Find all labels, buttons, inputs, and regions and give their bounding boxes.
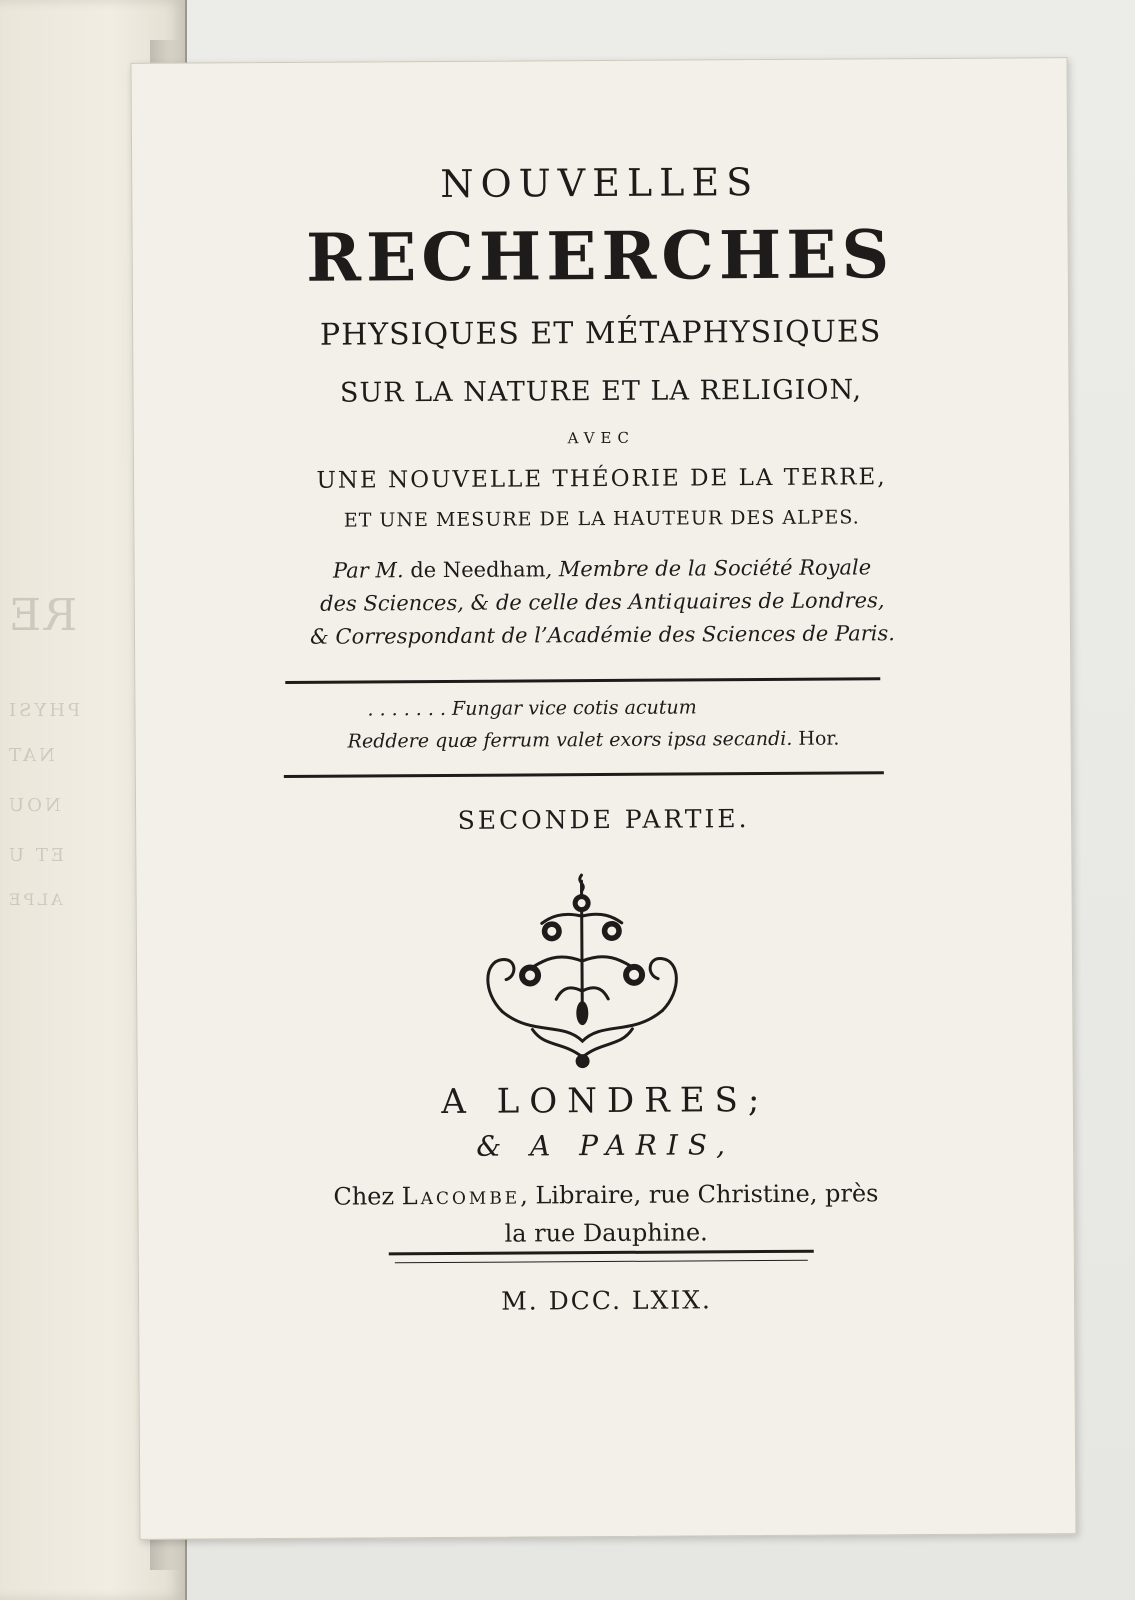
- author-block: [135, 550, 1071, 655]
- title-line-nouvelles: NOUVELLES: [440, 160, 760, 206]
- imprint-publisher-name: Lacombe: [401, 1181, 521, 1211]
- subtitle-sur-la-nature: SUR LA NATURE ET LA RELIGION,: [339, 374, 863, 409]
- bleed-text-1: RE: [6, 590, 78, 641]
- rule-bottom-epigraph: [284, 771, 884, 778]
- floral-ornament: [471, 870, 692, 1071]
- author-line-3: & Correspondant de l’Académie des Sciences de Paris.: [310, 621, 895, 649]
- subtitle-avec: AVEC: [567, 428, 636, 448]
- publication-date: M. DCC. LXIX.: [501, 1285, 713, 1316]
- title-line-recherches: RECHERCHES: [305, 215, 895, 297]
- epigraph-line-1: . . . . . . . Fungar vice cotis acutum: [367, 696, 697, 721]
- author-line-1-rest: , Membre de la Société Royale: [545, 555, 872, 582]
- bleed-text-2: PHYSI: [6, 700, 81, 721]
- imprint-address-2: la rue Dauphine.: [504, 1218, 708, 1248]
- rule-above-date-thin: [395, 1260, 808, 1264]
- imprint-city-londres: A LONDRES;: [441, 1079, 770, 1122]
- title-page: [130, 57, 1076, 1540]
- bleed-text-6: ALPE: [6, 890, 63, 909]
- author-name: de Needham: [403, 557, 546, 583]
- imprint-publisher-block: [138, 1173, 1073, 1255]
- author-line-2: des Sciences, & de celle des Antiquaires de Londres,: [320, 588, 885, 616]
- imprint-city-paris: & A PARIS,: [476, 1128, 736, 1163]
- bleed-text-5: ET U: [6, 845, 65, 866]
- epigraph-line-2-text: Reddere quæ ferrum valet exors ipsa secandi.: [347, 727, 793, 753]
- author-par: Par M.: [332, 558, 404, 583]
- bleed-text-3: NAT: [6, 745, 55, 766]
- epigraph-attribution: Hor.: [798, 727, 840, 750]
- subtitle-theorie: UNE NOUVELLE THÉORIE DE LA TERRE,: [316, 464, 887, 494]
- bleed-text-4: NOU: [6, 795, 61, 816]
- rule-top-epigraph: [285, 677, 880, 684]
- imprint-address-1: , Libraire, rue Christine, près: [520, 1179, 879, 1210]
- imprint-chez: Chez: [333, 1182, 402, 1211]
- imprint-line-1: [138, 1173, 1073, 1217]
- subtitle-physiques: PHYSIQUES ET MÉTAPHYSIQUES: [319, 314, 882, 353]
- epigraph-line-2: [348, 728, 840, 753]
- part-heading: SECONDE PARTIE.: [457, 804, 750, 835]
- subtitle-mesure: ET UNE MESURE DE LA HAUTEUR DES ALPES.: [343, 506, 860, 532]
